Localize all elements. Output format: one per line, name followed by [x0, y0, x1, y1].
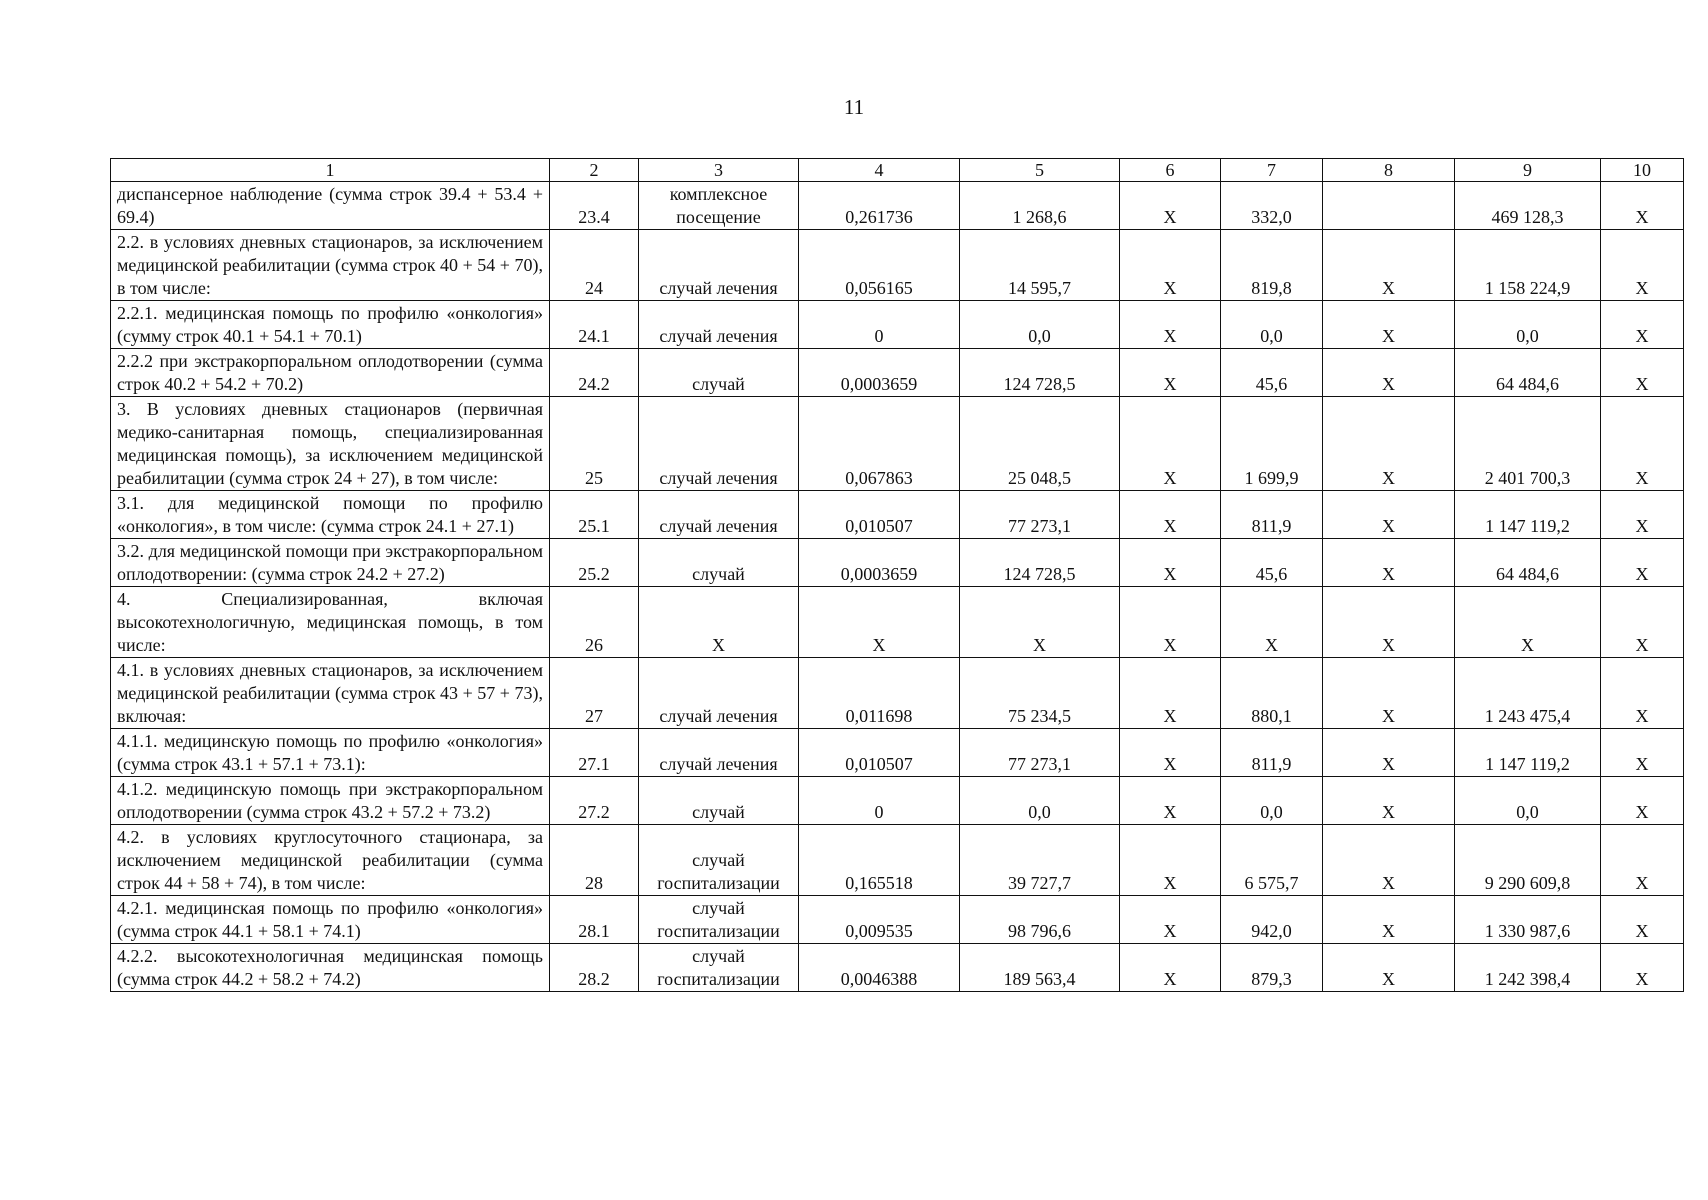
- indicator-name-cell: 4.1.1. медицинскую помощь по профилю «онкология» (сумма строк 43.1 + 57.1 + 73.1):: [111, 729, 550, 777]
- col7-cell: 6 575,7: [1221, 825, 1323, 896]
- col5-cell: 77 273,1: [960, 491, 1120, 539]
- col6-cell: X: [1120, 825, 1221, 896]
- col10-cell: X: [1601, 491, 1684, 539]
- col4-cell: 0,261736: [799, 182, 960, 230]
- unit-cell: случай: [639, 539, 799, 587]
- unit-cell: случай лечения: [639, 397, 799, 491]
- col9-cell: 469 128,3: [1455, 182, 1601, 230]
- col5-cell: 77 273,1: [960, 729, 1120, 777]
- column-header: 3: [639, 159, 799, 182]
- column-header: 10: [1601, 159, 1684, 182]
- table-row: [111, 729, 1684, 777]
- col4-cell: 0,0046388: [799, 944, 960, 992]
- col7-cell: 819,8: [1221, 230, 1323, 301]
- col6-cell: X: [1120, 230, 1221, 301]
- table-body: [111, 159, 1684, 992]
- unit-cell: X: [639, 587, 799, 658]
- unit-cell: случай лечения: [639, 230, 799, 301]
- unit-cell: случай: [639, 777, 799, 825]
- col6-cell: X: [1120, 587, 1221, 658]
- col4-cell: 0,0003659: [799, 539, 960, 587]
- col6-cell: X: [1120, 896, 1221, 944]
- col4-cell: X: [799, 587, 960, 658]
- col8-cell: X: [1323, 587, 1455, 658]
- col5-cell: 124 728,5: [960, 539, 1120, 587]
- table-row: [111, 491, 1684, 539]
- header-row: [111, 159, 1684, 182]
- row-code-cell: 28: [550, 825, 639, 896]
- col9-cell: 64 484,6: [1455, 539, 1601, 587]
- col10-cell: X: [1601, 896, 1684, 944]
- col8-cell: X: [1323, 230, 1455, 301]
- row-code-cell: 24: [550, 230, 639, 301]
- col10-cell: X: [1601, 658, 1684, 729]
- col10-cell: X: [1601, 944, 1684, 992]
- col5-cell: 14 595,7: [960, 230, 1120, 301]
- indicator-name-cell: 2.2.1. медицинская помощь по профилю «онкология» (сумму строк 40.1 + 54.1 + 70.1): [111, 301, 550, 349]
- table-row: [111, 182, 1684, 230]
- col9-cell: 1 330 987,6: [1455, 896, 1601, 944]
- col5-cell: 0,0: [960, 301, 1120, 349]
- col8-cell: [1323, 182, 1455, 230]
- col5-cell: 189 563,4: [960, 944, 1120, 992]
- unit-cell: случай: [639, 349, 799, 397]
- col10-cell: X: [1601, 230, 1684, 301]
- col10-cell: X: [1601, 397, 1684, 491]
- row-code-cell: 25: [550, 397, 639, 491]
- col8-cell: X: [1323, 491, 1455, 539]
- col4-cell: 0,009535: [799, 896, 960, 944]
- column-header: 6: [1120, 159, 1221, 182]
- col7-cell: 880,1: [1221, 658, 1323, 729]
- indicator-name-cell: 4.1.2. медицинскую помощь при экстракорпоральном оплодотворении (сумма строк 43.2 + 57.2 + 73.2): [111, 777, 550, 825]
- col4-cell: 0,0003659: [799, 349, 960, 397]
- table-row: [111, 301, 1684, 349]
- col6-cell: X: [1120, 658, 1221, 729]
- row-code-cell: 25.1: [550, 491, 639, 539]
- unit-cell: случай госпитализации: [639, 944, 799, 992]
- col9-cell: 1 242 398,4: [1455, 944, 1601, 992]
- col8-cell: X: [1323, 397, 1455, 491]
- col5-cell: 98 796,6: [960, 896, 1120, 944]
- col5-cell: 39 727,7: [960, 825, 1120, 896]
- col4-cell: 0,010507: [799, 729, 960, 777]
- indicator-name-cell: 3.1. для медицинской помощи по профилю «онкология», в том числе: (сумма строк 24.1 + 27.1): [111, 491, 550, 539]
- unit-cell: случай лечения: [639, 491, 799, 539]
- col6-cell: X: [1120, 777, 1221, 825]
- col9-cell: 1 243 475,4: [1455, 658, 1601, 729]
- col6-cell: X: [1120, 729, 1221, 777]
- col10-cell: X: [1601, 182, 1684, 230]
- unit-cell: случай лечения: [639, 729, 799, 777]
- col6-cell: X: [1120, 182, 1221, 230]
- col7-cell: 45,6: [1221, 539, 1323, 587]
- row-code-cell: 28.2: [550, 944, 639, 992]
- table-row: [111, 658, 1684, 729]
- unit-cell: случай госпитализации: [639, 896, 799, 944]
- col6-cell: X: [1120, 944, 1221, 992]
- indicator-name-cell: 4.2.1. медицинская помощь по профилю «онкология» (сумма строк 44.1 + 58.1 + 74.1): [111, 896, 550, 944]
- col5-cell: X: [960, 587, 1120, 658]
- col6-cell: X: [1120, 539, 1221, 587]
- col9-cell: X: [1455, 587, 1601, 658]
- col10-cell: X: [1601, 777, 1684, 825]
- col8-cell: X: [1323, 729, 1455, 777]
- table-row: [111, 896, 1684, 944]
- col6-cell: X: [1120, 349, 1221, 397]
- row-code-cell: 25.2: [550, 539, 639, 587]
- indicator-name-cell: 4.2.2. высокотехнологичная медицинская помощь (сумма строк 44.2 + 58.2 + 74.2): [111, 944, 550, 992]
- indicator-name-cell: диспансерное наблюдение (сумма строк 39.4 + 53.4 + 69.4): [111, 182, 550, 230]
- col10-cell: X: [1601, 587, 1684, 658]
- indicator-name-cell: 3.2. для медицинской помощи при экстракорпоральном оплодотворении: (сумма строк 24.2 + 27.2): [111, 539, 550, 587]
- table-row: [111, 230, 1684, 301]
- col8-cell: X: [1323, 301, 1455, 349]
- col5-cell: 25 048,5: [960, 397, 1120, 491]
- col4-cell: 0,067863: [799, 397, 960, 491]
- column-header: 5: [960, 159, 1120, 182]
- col5-cell: 1 268,6: [960, 182, 1120, 230]
- indicator-name-cell: 4. Специализированная, включая высокотехнологичную, медицинская помощь, в том числе:: [111, 587, 550, 658]
- col7-cell: 332,0: [1221, 182, 1323, 230]
- column-header: 4: [799, 159, 960, 182]
- row-code-cell: 27.1: [550, 729, 639, 777]
- unit-cell: случай госпитализации: [639, 825, 799, 896]
- col10-cell: X: [1601, 301, 1684, 349]
- column-header: 2: [550, 159, 639, 182]
- col10-cell: X: [1601, 539, 1684, 587]
- column-header: 7: [1221, 159, 1323, 182]
- column-header: 8: [1323, 159, 1455, 182]
- unit-cell: случай лечения: [639, 301, 799, 349]
- row-code-cell: 24.1: [550, 301, 639, 349]
- table-row: [111, 825, 1684, 896]
- col8-cell: X: [1323, 777, 1455, 825]
- col4-cell: 0,165518: [799, 825, 960, 896]
- table-row: [111, 777, 1684, 825]
- col10-cell: X: [1601, 825, 1684, 896]
- col7-cell: 942,0: [1221, 896, 1323, 944]
- col7-cell: 811,9: [1221, 491, 1323, 539]
- table-row: [111, 397, 1684, 491]
- column-header: 1: [111, 159, 550, 182]
- col9-cell: 64 484,6: [1455, 349, 1601, 397]
- col9-cell: 0,0: [1455, 301, 1601, 349]
- row-code-cell: 27.2: [550, 777, 639, 825]
- col7-cell: 1 699,9: [1221, 397, 1323, 491]
- col6-cell: X: [1120, 397, 1221, 491]
- col7-cell: X: [1221, 587, 1323, 658]
- col10-cell: X: [1601, 729, 1684, 777]
- row-code-cell: 28.1: [550, 896, 639, 944]
- page-number: 11: [843, 95, 865, 119]
- col8-cell: X: [1323, 658, 1455, 729]
- table-row: [111, 539, 1684, 587]
- indicator-name-cell: 4.1. в условиях дневных стационаров, за исключением медицинской реабилитации (сумма строк 43 + 57 + 73), включая:: [111, 658, 550, 729]
- table-row: [111, 587, 1684, 658]
- table-row: [111, 944, 1684, 992]
- col10-cell: X: [1601, 349, 1684, 397]
- col6-cell: X: [1120, 491, 1221, 539]
- col4-cell: 0: [799, 777, 960, 825]
- col8-cell: X: [1323, 349, 1455, 397]
- table-row: [111, 349, 1684, 397]
- row-code-cell: 26: [550, 587, 639, 658]
- col9-cell: 1 147 119,2: [1455, 491, 1601, 539]
- col7-cell: 0,0: [1221, 777, 1323, 825]
- col5-cell: 75 234,5: [960, 658, 1120, 729]
- row-code-cell: 23.4: [550, 182, 639, 230]
- indicator-name-cell: 4.2. в условиях круглосуточного стационара, за исключением медицинской реабилитации (сумма строк 44 + 58 + 74), в том числе:: [111, 825, 550, 896]
- indicator-name-cell: 2.2. в условиях дневных стационаров, за исключением медицинской реабилитации (сумма строк 40 + 54 + 70), в том числе:: [111, 230, 550, 301]
- col7-cell: 811,9: [1221, 729, 1323, 777]
- indicator-name-cell: 3. В условиях дневных стационаров (первичная медико-санитарная помощь, специализированная медицинская помощь), за исключением медицинской реабилитации (сумма строк 24 + 27), в том числе:: [111, 397, 550, 491]
- col5-cell: 124 728,5: [960, 349, 1120, 397]
- indicator-name-cell: 2.2.2 при экстракорпоральном оплодотворении (сумма строк 40.2 + 54.2 + 70.2): [111, 349, 550, 397]
- data-table: [110, 158, 1684, 992]
- col4-cell: 0: [799, 301, 960, 349]
- column-header: 9: [1455, 159, 1601, 182]
- col8-cell: X: [1323, 825, 1455, 896]
- col8-cell: X: [1323, 539, 1455, 587]
- col6-cell: X: [1120, 301, 1221, 349]
- col8-cell: X: [1323, 896, 1455, 944]
- col9-cell: 0,0: [1455, 777, 1601, 825]
- col4-cell: 0,011698: [799, 658, 960, 729]
- col8-cell: X: [1323, 944, 1455, 992]
- col7-cell: 0,0: [1221, 301, 1323, 349]
- col7-cell: 45,6: [1221, 349, 1323, 397]
- unit-cell: случай лечения: [639, 658, 799, 729]
- col7-cell: 879,3: [1221, 944, 1323, 992]
- col9-cell: 1 147 119,2: [1455, 729, 1601, 777]
- row-code-cell: 27: [550, 658, 639, 729]
- col9-cell: 1 158 224,9: [1455, 230, 1601, 301]
- row-code-cell: 24.2: [550, 349, 639, 397]
- col5-cell: 0,0: [960, 777, 1120, 825]
- col4-cell: 0,010507: [799, 491, 960, 539]
- col9-cell: 2 401 700,3: [1455, 397, 1601, 491]
- col9-cell: 9 290 609,8: [1455, 825, 1601, 896]
- col4-cell: 0,056165: [799, 230, 960, 301]
- unit-cell: комплексное посещение: [639, 182, 799, 230]
